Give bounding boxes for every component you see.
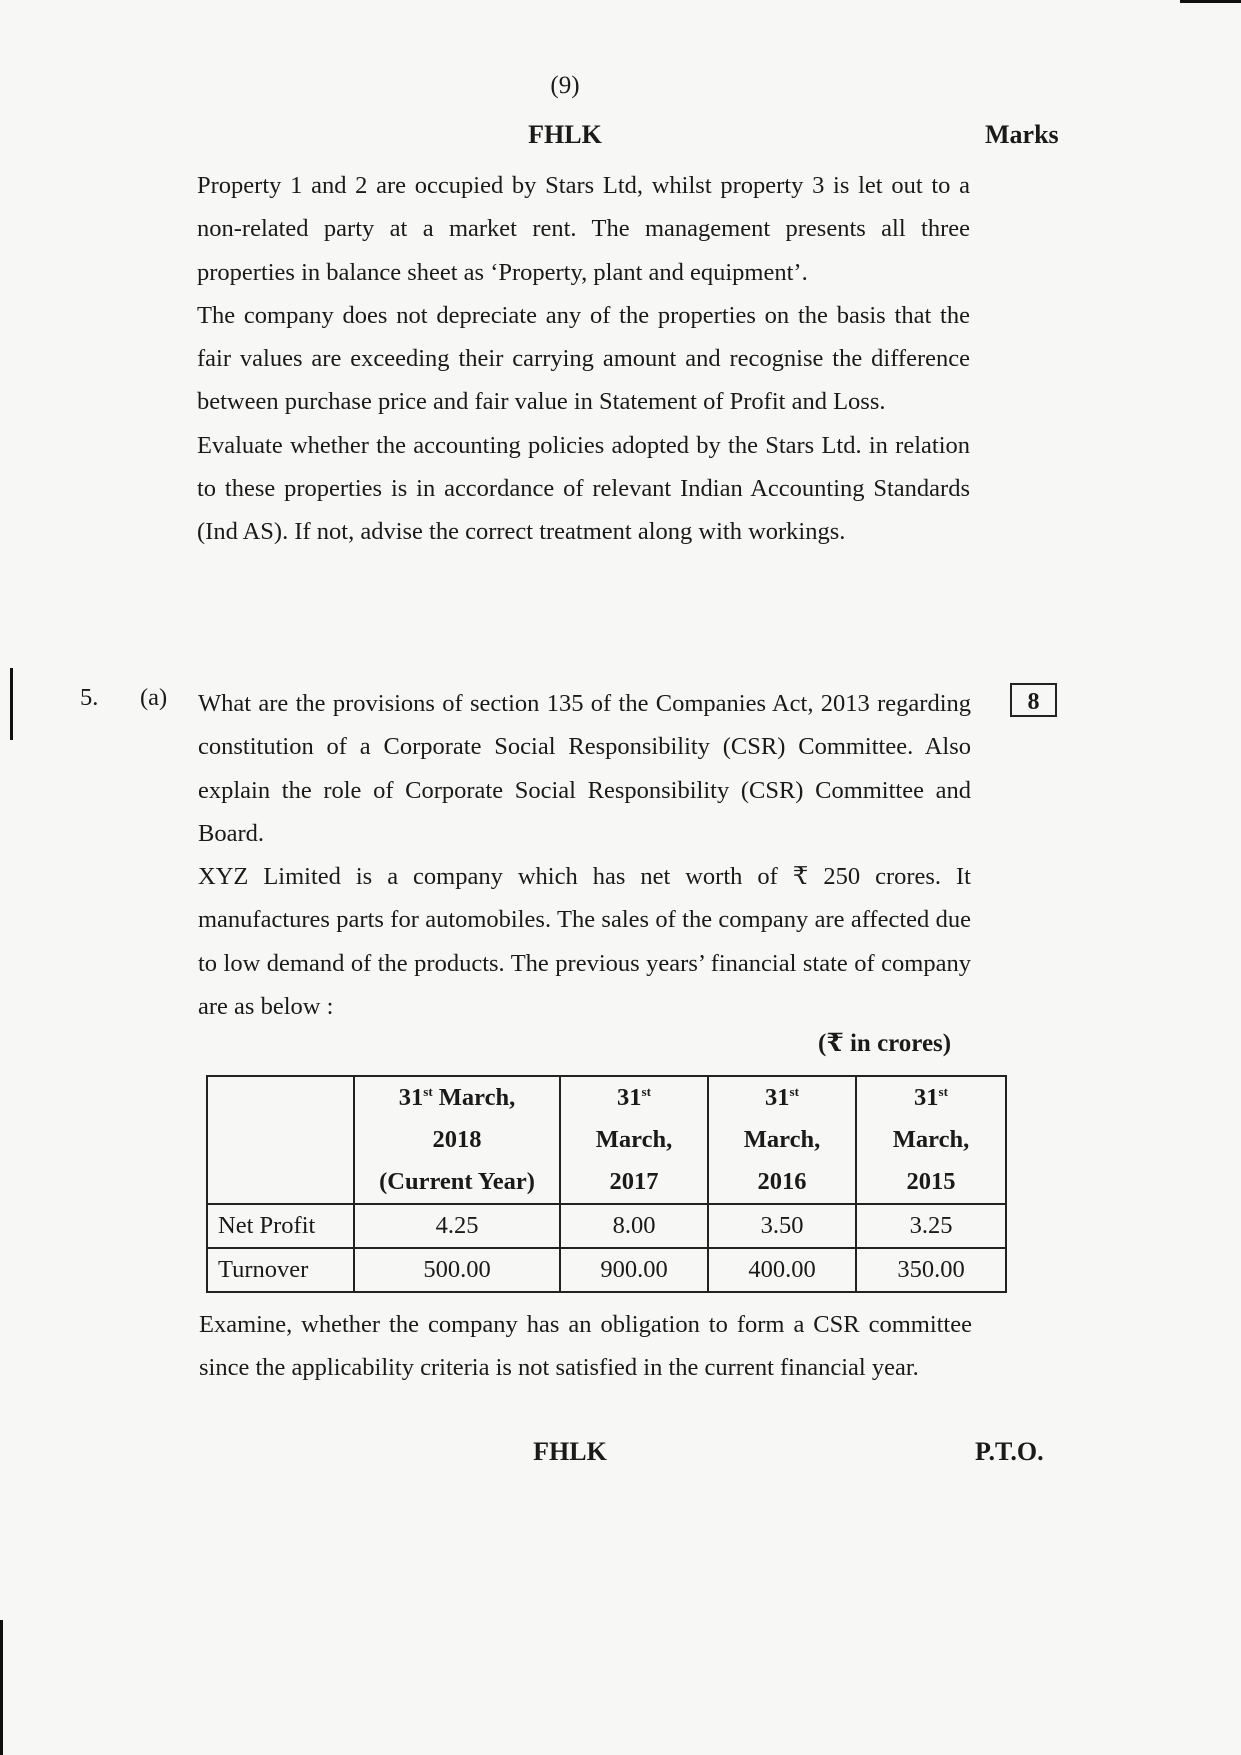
question-part: (a) [140,684,168,711]
question-text [198,682,971,1028]
paper-code-footer: FHLK [533,1437,607,1466]
intro-paragraph: Property 1 and 2 are occupied by Stars Ltd, whilst property 3 is let out to a non-related party at a market rent. The management presents all three properties in balance sheet as ‘Property, plant and equipment’. [197,172,970,286]
table-cell: 3.50 [708,1204,856,1248]
table-cell: 4.25 [354,1204,560,1248]
financial-table [206,1075,1007,1293]
table-header-cell: 31st March, 2016 [708,1076,856,1204]
row-label: Turnover [207,1248,354,1292]
page-number: (9) [550,72,580,99]
table-row [207,1204,1006,1248]
table-header-cell: 31st March, 2018 (Current Year) [354,1076,560,1204]
table-header-row [207,1076,1006,1204]
table-header-cell: 31st March, 2015 [856,1076,1006,1204]
closing-text [199,1303,972,1390]
paper-code-header: FHLK [528,120,602,149]
table-cell: 900.00 [560,1248,708,1292]
intro-text [197,164,970,554]
table-cell: 350.00 [856,1248,1006,1292]
scan-margin-mark [10,668,13,740]
table-cell: 3.25 [856,1204,1006,1248]
pto-label: P.T.O. [975,1437,1044,1466]
scan-edge-mark [1180,0,1241,3]
question-number: 5. [80,684,99,711]
table-row [207,1248,1006,1292]
question-paragraph: What are the provisions of section 135 of the Companies Act, 2013 regarding constitution of a Corporate Social Responsibility (CSR) Committee. Also explain the role of Corporate Social Responsibility (CSR) Committee and Board. [198,690,971,847]
unit-note: (₹ in crores) [818,1030,952,1057]
intro-paragraph: Evaluate whether the accounting policies adopted by the Stars Ltd. in relation to these properties is in accordance of relevant Indian Accounting Standards (Ind AS). If not, advise the correct treatment along with workings. [197,431,970,546]
table-header-blank [207,1076,354,1204]
question-paragraph: XYZ Limited is a company which has net worth of ₹ 250 crores. It manufactures parts for automobiles. The sales of the company are affected due to low demand of the products. The previous years’ financial state of company are as below : [198,863,971,1021]
scan-margin-mark [0,1620,3,1755]
intro-paragraph: The company does not depreciate any of the properties on the basis that the fair values are exceeding their carrying amount and recognise the difference between purchase price and fair value in Statement of Profit and Loss. [197,301,970,416]
closing-paragraph: Examine, whether the company has an obligation to form a CSR committee since the applicability criteria is not satisfied in the current financial year. [199,1311,972,1382]
table-cell: 8.00 [560,1204,708,1248]
row-label: Net Profit [207,1204,354,1248]
marks-box: 8 [1010,683,1057,717]
table-header-cell: 31st March, 2017 [560,1076,708,1204]
marks-heading: Marks [985,120,1059,149]
table-cell: 400.00 [708,1248,856,1292]
table-cell: 500.00 [354,1248,560,1292]
